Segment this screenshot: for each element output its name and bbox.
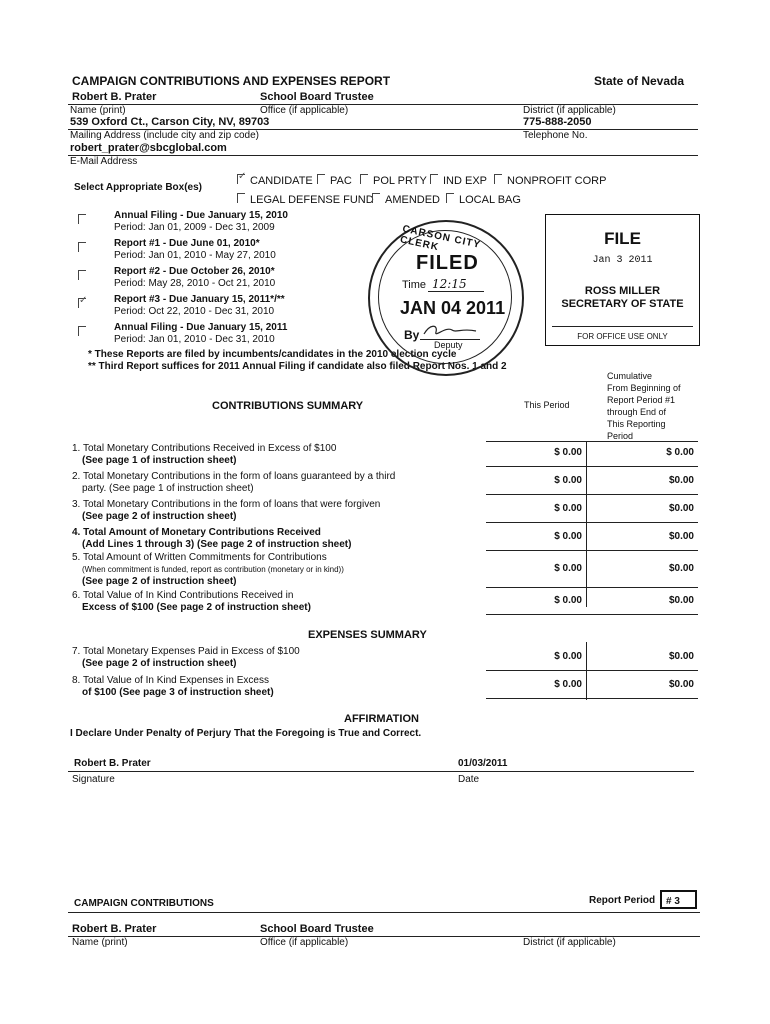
candidate-office: School Board Trustee — [260, 91, 374, 103]
footer-name-label: Name (print) — [72, 937, 128, 948]
select-boxes-label: Select Appropriate Box(es) — [74, 182, 202, 193]
contribution-row-5-note: (When commitment is funded, report as contribution (monetary or in kind)) — [82, 565, 344, 574]
contributions-heading: CONTRIBUTIONS SUMMARY — [212, 400, 364, 412]
report-title-3: Report #3 - Due January 15, 2011*/** — [114, 294, 285, 305]
contribution-row-1-note: (See page 1 of instruction sheet) — [82, 455, 237, 466]
contribution-row-4-period: $ 0.00 — [554, 531, 582, 542]
report-checkbox-1[interactable] — [78, 242, 86, 252]
contribution-row-6-period: $ 0.00 — [554, 595, 582, 606]
amended-option-label: AMENDED — [385, 194, 441, 206]
email: robert_prater@sbcglobal.com — [70, 142, 227, 154]
telephone: 775-888-2050 — [523, 116, 592, 128]
contribution-row-2-label: 2. Total Monetary Contributions in the form of loans guaranteed by a third — [72, 471, 396, 482]
expense-row-7-cumulative: $0.00 — [668, 651, 694, 662]
candidate-option-label: CANDIDATE — [250, 175, 313, 187]
pol-prty-option-label: POL PRTY — [373, 175, 427, 187]
file-box-footer: FOR OFFICE USE ONLY — [577, 332, 668, 341]
report-period-annual-2010: Period: Jan 01, 2009 - Dec 31, 2009 — [114, 222, 275, 233]
amended-checkbox[interactable] — [372, 193, 380, 203]
contribution-row-4-note: (Add Lines 1 through 3) (See page 2 of instruction sheet) — [82, 539, 352, 550]
contribution-row-3-label: 3. Total Monetary Contributions in the form of loans that were forgiven — [72, 499, 381, 510]
stamp-time-value: 12:15 — [432, 277, 467, 291]
candidate-name: Robert B. Prater — [72, 91, 157, 103]
expense-row-8-period: $ 0.00 — [554, 679, 582, 690]
report-checkbox-3[interactable] — [78, 298, 86, 308]
signature-value: Robert B. Prater — [74, 758, 151, 769]
file-box-title: FILE — [604, 229, 641, 248]
contribution-row-1-label: 1. Total Monetary Contributions Received in Excess of $100 — [72, 443, 337, 454]
pac-option-label: PAC — [330, 175, 352, 187]
stamp-time-label: Time — [402, 279, 427, 291]
report-period-1: Period: Jan 01, 2010 - May 27, 2010 — [114, 250, 276, 261]
report-title-annual-2011: Annual Filing - Due January 15, 2011 — [114, 322, 288, 333]
report-title-2: Report #2 - Due October 26, 2010* — [114, 266, 275, 277]
signature-label: Signature — [72, 774, 115, 785]
stamp-filed: FILED — [416, 252, 479, 274]
contribution-row-3-note: (See page 2 of instruction sheet) — [82, 511, 237, 522]
ind-exp-option-label: IND EXP — [443, 175, 488, 187]
expense-row-7-period: $ 0.00 — [554, 651, 582, 662]
report-period-label: Report Period — [589, 895, 656, 906]
pol-prty-checkbox[interactable] — [360, 174, 368, 184]
legal-defense-option-label: LEGAL DEFENSE FUND — [250, 194, 374, 206]
contribution-row-5-note-2: (See page 2 of instruction sheet) — [82, 576, 237, 587]
date-value: 01/03/2011 — [458, 758, 508, 769]
report-checkbox-annual-2010[interactable] — [78, 214, 86, 224]
local-bag-option-label: LOCAL BAG — [459, 194, 521, 206]
contribution-row-1-cumulative: $ 0.00 — [666, 447, 694, 458]
contribution-row-1-period: $ 0.00 — [554, 447, 582, 458]
address-label: Mailing Address (include city and zip code) — [70, 130, 259, 141]
candidate-checkbox[interactable] — [237, 174, 245, 184]
contribution-row-2-cumulative: $0.00 — [668, 475, 694, 486]
cumulative-header: Cumulative From Beginning of Report Period #1 through End of This Reporting Period — [607, 371, 681, 441]
affirmation-text: I Declare Under Penalty of Perjury That the Foregoing is True and Correct. — [70, 728, 422, 739]
report-title-annual-2010: Annual Filing - Due January 15, 2010 — [114, 210, 288, 221]
district-label: District (if applicable) — [523, 105, 616, 116]
nonprofit-option-label: NONPROFIT CORP — [507, 175, 607, 187]
file-box-office: SECRETARY OF STATE — [561, 298, 684, 310]
footer-office-label: Office (if applicable) — [260, 937, 349, 948]
report-period-3: Period: Oct 22, 2010 - Dec 31, 2010 — [114, 306, 275, 317]
office-label: Office (if applicable) — [260, 105, 349, 116]
stamp-signature-icon — [422, 322, 478, 338]
footer-name: Robert B. Prater — [72, 923, 157, 935]
report-title-1: Report #1 - Due June 01, 2010* — [114, 238, 260, 249]
stamp-deputy: Deputy — [434, 340, 463, 350]
contribution-row-5-label: 5. Total Amount of Written Commitments for Contributions — [72, 552, 327, 563]
ind-exp-checkbox[interactable] — [430, 174, 438, 184]
report-title: CAMPAIGN CONTRIBUTIONS AND EXPENSES REPORT — [72, 74, 391, 88]
local-bag-checkbox[interactable] — [446, 193, 454, 203]
report-checkbox-2[interactable] — [78, 270, 86, 280]
contribution-row-2-period: $ 0.00 — [554, 475, 582, 486]
office-use-box — [545, 214, 700, 346]
expense-row-7-note: (See page 2 of instruction sheet) — [82, 658, 237, 669]
date-label: Date — [458, 774, 480, 785]
contribution-row-4-cumulative: $0.00 — [668, 531, 694, 542]
report-checkbox-annual-2011[interactable] — [78, 326, 86, 336]
nonprofit-checkbox[interactable] — [494, 174, 502, 184]
email-label: E-Mail Address — [70, 156, 138, 167]
expense-row-8-label: 8. Total Value of In Kind Expenses in Excess — [72, 675, 269, 686]
contribution-row-2-note: party. (See page 1 of instruction sheet) — [82, 483, 254, 494]
expense-row-8-cumulative: $0.00 — [668, 679, 694, 690]
section-title: CAMPAIGN CONTRIBUTIONS — [74, 898, 214, 909]
affirmation-heading: AFFIRMATION — [344, 713, 419, 725]
name-label: Name (print) — [70, 105, 126, 116]
contribution-row-6-cumulative: $0.00 — [668, 595, 694, 606]
this-period-header: This Period — [524, 400, 570, 410]
contribution-row-6-label: 6. Total Value of In Kind Contributions Received in — [72, 590, 294, 601]
telephone-label: Telephone No. — [523, 130, 588, 141]
file-box-date: Jan 3 2011 — [592, 255, 653, 266]
note-1: * These Reports are filed by incumbents/candidates in the 2010 election cycle — [88, 349, 457, 360]
expense-row-7-label: 7. Total Monetary Expenses Paid in Excess of $100 — [72, 646, 300, 657]
state-label: State of Nevada — [594, 74, 685, 88]
expenses-heading: EXPENSES SUMMARY — [308, 629, 427, 641]
filed-stamp — [368, 220, 524, 376]
legal-defense-checkbox[interactable] — [237, 193, 245, 203]
contribution-row-5-cumulative: $0.00 — [668, 563, 694, 574]
stamp-by-label: By — [404, 328, 420, 342]
pac-checkbox[interactable] — [317, 174, 325, 184]
stamp-date: JAN 04 2011 — [400, 298, 506, 318]
expense-row-8-note: of $100 (See page 3 of instruction sheet) — [82, 687, 274, 698]
stamp-top-text: CARSON CITY CLERK — [399, 223, 482, 254]
footer-district-label: District (if applicable) — [523, 937, 616, 948]
mailing-address: 539 Oxford Ct., Carson City, NV, 89703 — [70, 116, 270, 128]
contribution-row-3-cumulative: $0.00 — [668, 503, 694, 514]
report-period-annual-2011: Period: Jan 01, 2010 - Dec 31, 2010 — [114, 334, 275, 345]
footer-office: School Board Trustee — [260, 923, 374, 935]
contribution-row-5-period: $ 0.00 — [554, 563, 582, 574]
report-period-value: # 3 — [660, 890, 697, 909]
contribution-row-6-note: Excess of $100 (See page 2 of instruction sheet) — [82, 602, 311, 613]
contribution-row-3-period: $ 0.00 — [554, 503, 582, 514]
report-period-2: Period: May 28, 2010 - Oct 21, 2010 — [114, 278, 276, 289]
contribution-row-4-label: 4. Total Amount of Monetary Contributions Received — [72, 527, 321, 538]
note-2: ** Third Report suffices for 2011 Annual Filing if candidate also filed Report Nos. 1 and 2 — [88, 361, 507, 372]
file-box-name: ROSS MILLER — [584, 285, 661, 297]
